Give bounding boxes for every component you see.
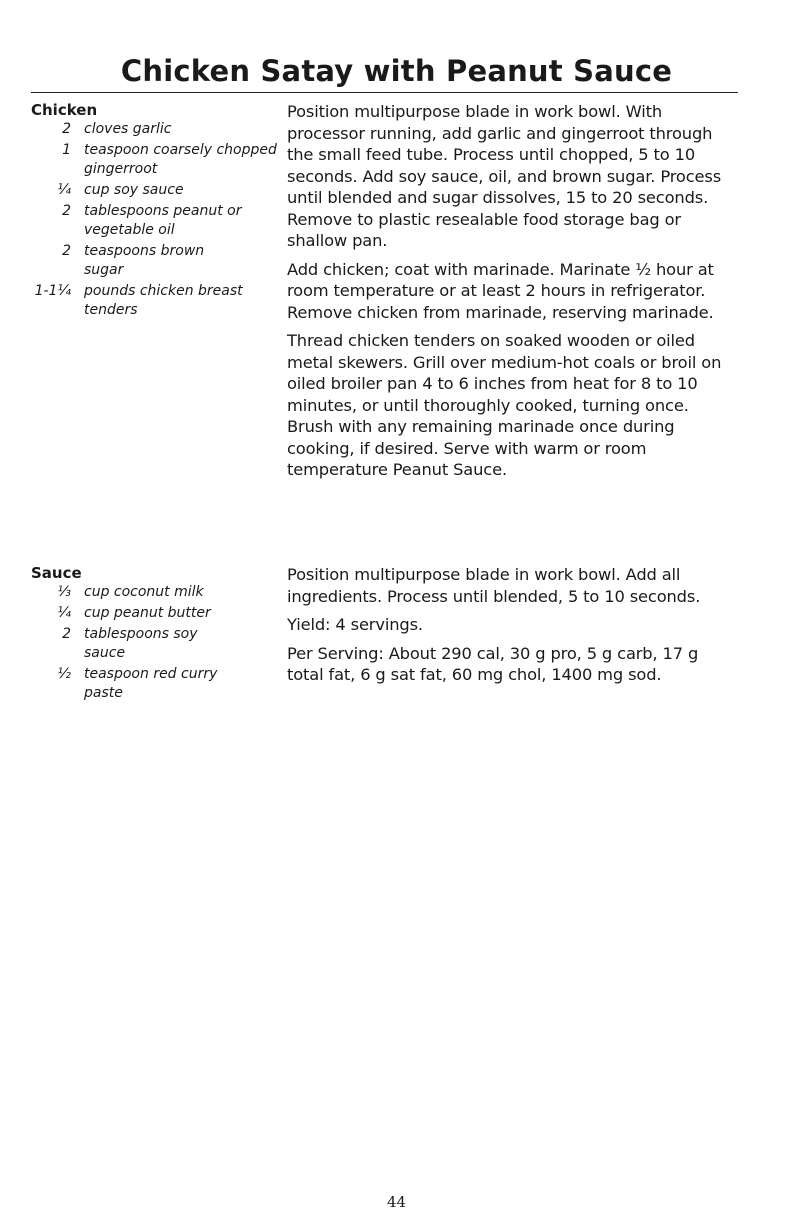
ingredient-item — [31, 202, 279, 240]
ingredient-text: tablespoons peanut or vegetable oil — [84, 203, 242, 238]
section-heading: Chicken — [31, 101, 98, 119]
ingredient-item — [31, 282, 279, 320]
chicken-directions — [287, 101, 739, 488]
ingredient-item — [31, 625, 279, 663]
ingredient-text: teaspoons brown sugar — [84, 243, 205, 278]
ingredient-item — [31, 604, 279, 623]
ingredient-text: teaspoon coarsely chopped gingerroot — [84, 142, 277, 177]
chicken-ingredients — [31, 101, 279, 322]
ingredient-text: tablespoons soy sauce — [84, 626, 198, 661]
ingredient-text: pounds chicken breast tenders — [84, 283, 243, 318]
ingredient-item — [31, 583, 279, 602]
ingredient-qty: ⅓ — [57, 584, 71, 600]
ingredient-item — [31, 141, 279, 179]
direction-paragraph: Add chicken; coat with marinade. Marinate ½ hour at room temperature or at least 2 hours in refrigerator. Remove chicken from marinade, reserving marinade. — [287, 259, 714, 322]
nutrition-text: Per Serving: About 290 cal, 30 g pro, 5 g carb, 17 g total fat, 6 g sat fat, 60 mg chol, 1400 mg sod. — [287, 643, 699, 684]
recipe-title: Chicken Satay with Peanut Sauce — [120, 54, 673, 88]
title-rule — [31, 92, 738, 93]
section-heading: Sauce — [31, 564, 82, 582]
ingredient-item — [31, 120, 279, 139]
ingredient-qty: ½ — [57, 666, 71, 682]
ingredient-qty: ¼ — [57, 605, 71, 621]
ingredient-qty: 1 — [62, 142, 71, 158]
direction-paragraph: Thread chicken tenders on soaked wooden or oiled metal skewers. Grill over medium-hot coals or broil on oiled broiler pan 4 to 6 inches from heat for 8 to 10 minutes, or until thoroughly cooked, turning once. Brush with any remaining marinade once during cooking, if desired. Serve with warm or room temperature Peanut Sauce. — [287, 331, 722, 479]
ingredient-qty: 2 — [62, 243, 71, 259]
ingredient-text: cup peanut butter — [84, 605, 211, 621]
ingredient-qty: 1-1¼ — [34, 283, 71, 299]
sauce-directions — [287, 564, 739, 693]
sauce-ingredients — [31, 564, 279, 705]
ingredient-text: teaspoon red curry paste — [84, 666, 218, 701]
ingredient-qty: 2 — [62, 626, 71, 642]
direction-paragraph: Position multipurpose blade in work bowl. With processor running, add garlic and gingerroot through the small feed tube. Process until chopped, 5 to 10 seconds. Add soy sauce, oil, and brown sugar. Process until blended and sugar dissolves, 15 to 20 seconds. Remove to plastic resealable food storage bag or shallow pan. — [287, 102, 722, 250]
ingredient-qty: 2 — [62, 121, 71, 137]
page-number: 44 — [386, 1193, 407, 1211]
ingredient-item — [31, 181, 279, 200]
direction-paragraph: Position multipurpose blade in work bowl. Add all ingredients. Process until blended, 5 to 10 seconds. — [287, 565, 701, 606]
ingredient-text: cloves garlic — [84, 121, 172, 137]
yield-text: Yield: 4 servings. — [287, 615, 423, 634]
ingredient-qty: ¼ — [57, 182, 71, 198]
ingredient-text: cup coconut milk — [84, 584, 204, 600]
ingredient-text: cup soy sauce — [84, 182, 184, 198]
ingredient-qty: 2 — [62, 203, 71, 219]
ingredient-item — [31, 665, 279, 703]
ingredient-item — [31, 242, 279, 280]
